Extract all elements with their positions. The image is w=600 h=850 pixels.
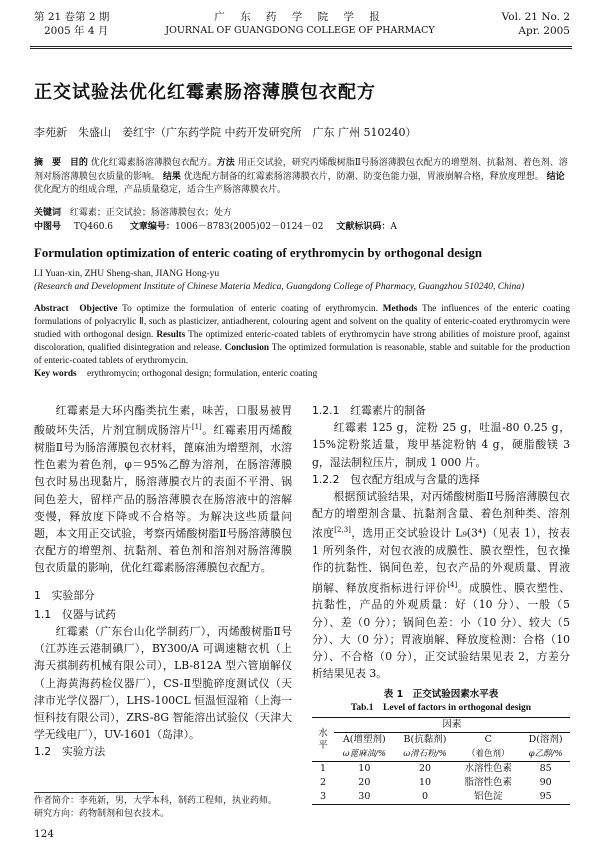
author-footnote [34,795,292,821]
header-rule-2 [30,48,572,49]
col-header-b: B(抗黏剂) [403,734,447,746]
level-header: 水平 [312,718,334,762]
en-result-text: The optimized enteric-coated tablets of erythromycin have strong abilities of moisture proof, against discoloration, qualified disintegration and release. [34,330,571,353]
section-heading-1: 1 实验部分 [34,588,95,602]
date-en: Apr. 2005 [518,25,570,37]
en-objective-text: To optimize the formulation of enteric coating of erythromycin. [122,304,379,314]
issue-info-en [502,10,570,38]
table-row [312,776,570,790]
english-title: Formulation optimization of enteric coating of erythromycin by orthogonal design [34,246,482,260]
volume-cn: 第 21 卷第 2 期 [34,11,110,23]
subsection-heading-1-2: 1.2 实验方法 [34,745,106,759]
table-cell: 脂溶性色素 [464,777,513,789]
table-cell: 铝色淀 [455,790,521,805]
prep-paragraph: 红霉素 125 g，淀粉 25 g，吐温-80 0.25 g，15%淀粉浆适量，羧甲基淀粉钠 4 g，硬脂酸镁 3 g，湿法制粒压片，制成 1 000 片。 [312,421,570,469]
table-cell: 水溶性色素 [464,763,513,775]
keywords-cn [34,207,570,221]
body-left-column [34,402,292,761]
conclusion-text: 优化配方的组成合理，产品质量稳定，适合生产肠溶薄膜衣片。 [34,185,287,195]
en-method-text: The influences of the enteric coating formulations of polyacrylic Ⅱ, such as plasticizer, antiadherent, colouring agent and solvent on the quality of enteric-coated erythromycin were studied with orthogonal design. [34,304,571,340]
en-objective-label: Objective [79,304,118,314]
intro-text: 红霉素是大环内酯类抗生素，味苦，口服易被胃酸破坏失活，片剂宜制成肠溶片 [34,404,292,437]
en-keywords-label: Key words [34,369,77,379]
citation-ref-3: [4] [447,580,458,589]
english-abstract [34,303,570,381]
en-keywords-text: erythromycin; orthogonal design; formulation, enteric coating [86,369,318,379]
col-unit-c: （着色剂） [455,747,521,762]
classification-line [34,221,570,235]
method-label: 方法 [216,158,235,168]
col-unit-a: ω蓖麻油/% [334,747,395,762]
clc-label: 中图号 [34,222,62,232]
result-text: 优选配方制备的红霉素肠溶薄膜衣片，防潮、防变色能力强，胃液崩解合格，释放度理想。 [183,171,544,182]
table-caption-cn: 表 1 正交试验因素水平表 [383,689,499,701]
table-cell: 10 [358,763,371,775]
doc-code-label: 文章编号： [129,222,175,232]
col-unit-d: φ乙醇/% [521,747,570,762]
table-caption-en: Tab.1 Level of factors in orthogonal design [350,703,532,714]
header-rule [30,46,572,47]
table-cell: 30 [334,790,395,805]
article-title: 正交试验法优化红霉素肠溶薄膜包衣配方 [34,82,376,103]
journal-name-cn: 广 东 药 学 院 学 报 [214,11,386,23]
english-author-names: LI Yuan-xin, ZHU Sheng-shan, JIANG Hong-yu [34,269,220,279]
subsection-heading-1-1: 1.1 仪器与试药 [34,607,116,621]
author-line: 李苑新 朱盛山 姜红宇（广东药学院 中药开发研究所 广东 广州 510240） [34,126,417,139]
col-header-a: A(增塑剂) [342,734,386,746]
design-text-3: 。成膜性、膜衣塑性、抗黏性，产品的外观质量：好（10 分）、一般（5 分）、差（0 分）；锅间色差：小（10 分）、较大（5 分）、大（0 分）；胃液崩解、释放度检测：合格（10 分）、不合格（0 分），正交试验结果见表 2，方差分析结果见表 3。 [312,581,571,681]
id-code-label: 文献标识码： [336,222,391,232]
abstract-label: 摘 要 [34,158,62,168]
col-unit-b: ω滑石粉/% [395,747,456,762]
table-1-caption [312,688,570,715]
table-cell: 0 [395,790,456,805]
keywords-label: 关键词 [34,208,62,218]
keywords-text: 红霉素；正交试验；肠溶薄膜包衣；处方 [69,208,232,218]
table-cell: 1 [319,763,327,775]
table-cell: 2 [319,777,327,789]
factor-header: 因素 [334,718,570,733]
intro-text-2: 。红霉素用丙烯酸树脂Ⅱ号为肠溶薄膜包衣材料，蓖麻油为增塑剂，水溶性色素为着色剂，φ＝95%乙醇为溶剂，在肠溶薄膜包衣时易出现黏片，肠溶薄膜衣片的表面不平滑、锅间色差大，留样产品的肠溶薄膜衣在肠溶液中的溶解变慢，释放度下降或不合格等。为解决这些质量问题，本文用正交试验，考察丙烯酸树脂Ⅱ号肠溶薄膜包衣配方的增塑剂、抗黏剂、着色剂和溶剂对肠溶薄膜包衣质量的影响，优化红霉素肠溶薄膜包衣配方。 [34,423,293,575]
result-label: 结果 [162,171,181,182]
materials-paragraph: 红霉素（广东台山化学制药厂），丙烯酸树脂Ⅱ号（江苏连云港制碘厂），BY300/A 可调速糖衣机（上海天祺制药机械有限公司），LB-812A 型六管崩解仪（上海黄海药检仪器厂），CS-Ⅱ型脆碎度测试仪（天津市光学仪器厂），LHS-100CL 恒温恒湿箱（上海一恒科技有限公司），ZRS-8G 智能溶出试验仪（天津大学无线电厂），UV-1601（岛津）。 [34,625,292,742]
table-cell: 3 [312,790,334,805]
volume-en: Vol. 21 No. 2 [501,11,570,23]
method-text: 用正交试验，研究丙烯酸树脂Ⅱ号肠溶薄膜包衣配方的增塑剂、抗黏剂、着色剂、溶剂对肠溶薄膜包衣质量的影响。 [34,158,568,182]
objective-label: 目的 [69,158,88,168]
page-number: 124 [34,828,55,840]
factor-level-table [312,717,570,805]
body-right-column [312,402,570,805]
en-abstract-label: Abstract [34,304,69,314]
table-cell: 20 [418,763,432,775]
en-conclusion-text: The optimized formulation is reasonable, stable and suitable for the production of enteric-coated tablets of erythromycin. [34,343,571,366]
subsection-heading-1-2-2: 1.2.2 包衣配方组成与含量的选择 [312,472,480,486]
table-cell: 90 [539,777,552,789]
objective-text: 优化红霉素肠溶薄膜包衣配方。 [90,158,217,168]
design-paragraph [312,488,570,682]
table-cell: 10 [418,777,432,789]
en-result-label: Results [156,330,186,340]
design-text: 根据预试验结果，对丙烯酸树脂Ⅱ号肠溶薄膜包衣配方的增塑剂含量、抗黏剂含量、着色剂种类、溶剂浓度 [312,490,570,541]
date-cn: 2005 年 4 月 [44,25,109,37]
subsection-heading-1-2-1: 1.2.1 红霉素片的制备 [312,404,426,417]
en-keywords [34,368,570,381]
conclusion-label: 结论 [546,171,565,182]
design-text-2: ，选用正交试验设计 L₉(3⁴)（见表 1），按表 1 所列条件，对包衣液的成膜性、膜衣塑性，包衣操作的抗黏性、锅间色差，包衣产品的外观质量、胃液崩解、释放度指标进行评价 [312,527,571,595]
footnote-rule [34,792,154,793]
footnote-line-2: 研究方向：药物制剂和包衣技术。 [34,809,170,819]
table-cell: 95 [521,790,570,805]
col-header-d: D(溶剂) [528,734,563,746]
table-cell: 20 [358,777,371,789]
table-row [312,790,570,805]
en-method-label: Methods [382,304,418,314]
en-conclusion-label: Conclusion [224,343,270,353]
journal-name-en: JOURNAL OF GUANGDONG COLLEGE OF PHARMACY [165,25,435,36]
footnote-line-1: 作者简介：李苑新，男，大学本科，制药工程师，执业药师。 [34,796,278,806]
id-code-value: A [390,222,397,232]
table-cell: 85 [539,763,552,775]
english-affiliation: (Research and Development Institute of Chinese Materia Medica, Guangdong College of Pharmacy, Guangzhou 510240, China) [34,282,525,292]
col-header-c: C [484,734,492,746]
table-row [312,762,570,777]
running-header [0,10,600,50]
citation-ref-2: [2,3] [334,526,351,535]
intro-paragraph [34,402,292,577]
doc-code-value: 1006－8783(2005)02－0124－02 [174,222,324,232]
citation-ref: [1] [191,423,202,432]
english-authors [34,268,524,294]
abstract-cn [34,157,570,198]
clc-value: TQ460.6 [73,222,114,232]
